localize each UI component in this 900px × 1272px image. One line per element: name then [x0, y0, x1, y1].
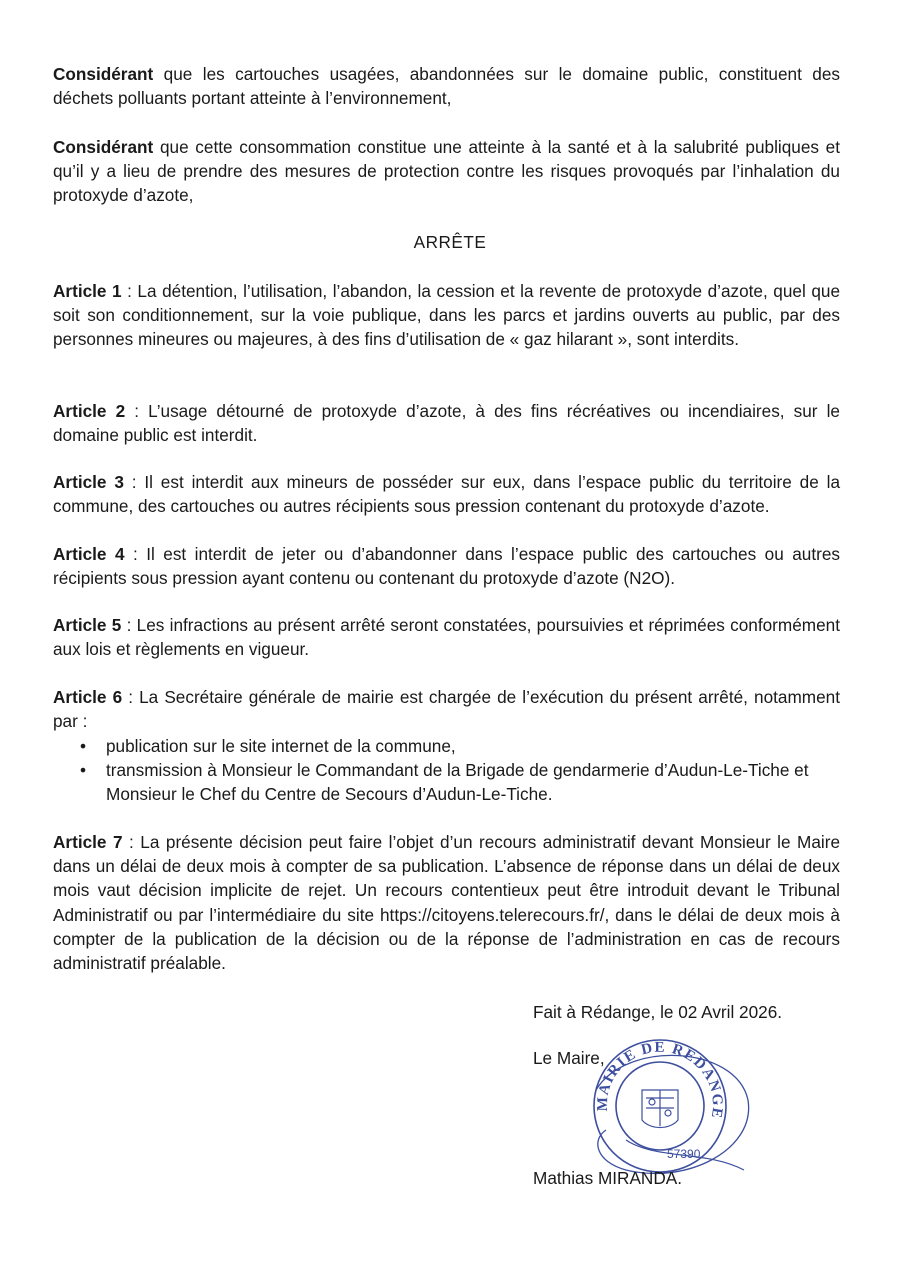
article-2	[53, 399, 840, 447]
article-4	[53, 542, 840, 590]
considerant-lead: Considérant	[53, 64, 154, 84]
article-6	[53, 685, 840, 733]
list-item	[53, 758, 840, 806]
article-5	[53, 613, 840, 661]
article-6-list	[53, 734, 840, 807]
list-item-text: transmission à Monsieur le Commandant de la Brigade de gendarmerie d’Audun-Le-Tiche et Monsieur le Chef du Centre de Secours d’Audun-Le-Tiche.	[106, 760, 809, 805]
article-text: : Les infractions au présent arrêté seront constatées, poursuivies et réprimées conformément aux lois et règlements en vigueur.	[53, 615, 840, 660]
article-label: Article 4	[53, 544, 125, 564]
list-item-text: publication sur le site internet de la commune,	[106, 736, 456, 756]
signature-place-date: Fait à Rédange, le 02 Avril 2026.	[533, 1002, 783, 1022]
bullet-icon: •	[79, 736, 87, 756]
article-text: : Il est interdit aux mineurs de posséder sur eux, dans l’espace public du territoire de la commune, des cartouches ou autres récipients sous pression contenant du protoxyde d’azote.	[53, 472, 841, 517]
article-text: : Il est interdit de jeter ou d’abandonner dans l’espace public des cartouches ou autres récipients sous pression ayant contenu ou contenant du protoxyde d’azote (N2O).	[53, 544, 840, 589]
article-text: : L’usage détourné de protoxyde d’azote, à des fins récréatives ou incendiaires, sur le domaine public est interdit.	[53, 401, 840, 446]
signature-role: Le Maire,	[533, 1048, 605, 1068]
article-label: Article 1	[53, 281, 122, 301]
article-7	[53, 830, 840, 975]
article-1	[53, 279, 840, 352]
list-item	[53, 734, 840, 758]
article-text: : La Secrétaire générale de mairie est chargée de l’exécution du présent arrêté, notamment par :	[53, 687, 841, 732]
article-text: : La présente décision peut faire l’objet d’un recours administratif devant Monsieur le Maire dans un délai de deux mois à compter de sa publication. L’absence de réponse dans un délai de deux mois vaut décision implicite de rejet. Un recours contentieux peut être introduit devant le Tribunal Administratif ou par l’intermédiaire du site https://citoyens.telerecours.fr/, dans le délai de deux mois à compter de la publication de la décision ou de la réponse de l’administration en cas de recours administratif préalable.	[53, 832, 841, 974]
stamp-text: MAIRIE DE REDANGE	[594, 1039, 726, 1121]
article-text: : La détention, l’utilisation, l’abandon, la cession et la revente de protoxyde d’azote, quel que soit son conditionnement, sur la voie publique, dans les parcs et jardins ouverts au public, par des personnes mineures ou majeures, à des fins d’utilisation de « gaz hilarant », sont interdits.	[53, 281, 841, 350]
article-3	[53, 470, 840, 518]
article-label: Article 2	[53, 401, 126, 421]
article-label: Article 6	[53, 687, 123, 707]
article-label: Article 5	[53, 615, 122, 635]
arrete-heading: ARRÊTE	[413, 232, 487, 252]
article-label: Article 3	[53, 472, 124, 492]
article-label: Article 7	[53, 832, 123, 852]
considerant-paragraph-2	[53, 135, 840, 208]
bullet-icon: •	[79, 760, 87, 781]
stamp-code: 57390	[667, 1147, 701, 1161]
considerant-paragraph-1	[53, 62, 840, 110]
considerant-text: que les cartouches usagées, abandonnées sur le domaine public, constituent des déchets polluants portant atteinte à l’environnement,	[53, 64, 840, 109]
mayor-name: Mathias MIRANDA.	[533, 1168, 682, 1188]
considerant-text: que cette consommation constitue une atteinte à la santé et à la salubrité publiques et qu’il y a lieu de prendre des mesures de protection contre les risques provoqués par l’inhalation du protoxyde d’azote,	[53, 137, 840, 206]
considerant-lead: Considérant	[53, 137, 154, 157]
